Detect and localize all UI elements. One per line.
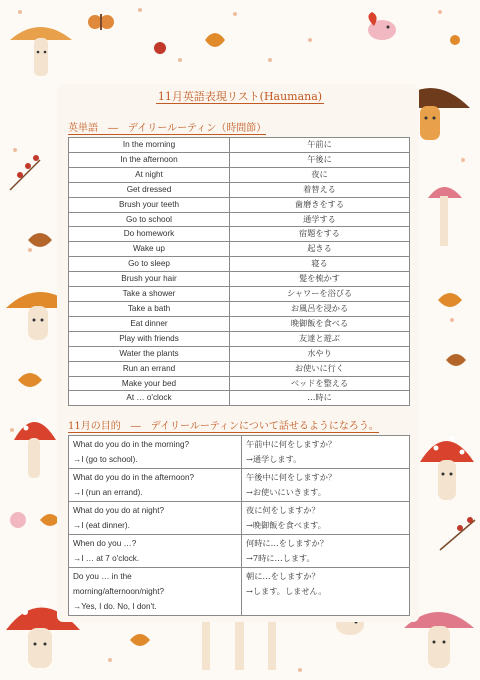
- japanese-cell: お使いに行く: [230, 361, 410, 376]
- english-cell: Get dressed: [69, 182, 230, 197]
- japanese-cell: 午後に: [230, 152, 410, 167]
- japanese-cell: 起きる: [230, 242, 410, 257]
- table-row: [69, 316, 410, 331]
- question-text: 何時に…をしますか？: [246, 538, 328, 548]
- leaf-icon: [438, 293, 462, 307]
- japanese-dialogue-cell: [242, 568, 410, 616]
- flower-icon: [10, 512, 26, 528]
- table-row: [69, 568, 410, 616]
- english-cell: Wake up: [69, 242, 230, 257]
- answer-text: →I … at 7 o'clock.: [73, 554, 140, 563]
- bird-top-right-icon: [368, 12, 396, 40]
- english-cell: At … o'clock: [69, 391, 230, 406]
- japanese-cell: 歯磨きをする: [230, 197, 410, 212]
- english-cell: Play with friends: [69, 331, 230, 346]
- question-text: What do you do in the morning?: [73, 440, 190, 449]
- english-cell: Eat dinner: [69, 316, 230, 331]
- japanese-cell: ベッドを整える: [230, 376, 410, 391]
- japanese-cell: 宿題をする: [230, 227, 410, 242]
- japanese-cell: 晩御飯を食べる: [230, 316, 410, 331]
- table-row: [69, 138, 410, 153]
- question-text: When do you …?: [73, 539, 137, 548]
- table-row: [69, 502, 410, 535]
- answer-text: →します。しません。: [246, 586, 327, 596]
- answer-text: →Yes, I do. No, I don't.: [73, 602, 157, 611]
- answer-text: →I (run an errand).: [73, 488, 143, 497]
- japanese-cell: 髪を梳かす: [230, 272, 410, 287]
- table-row: [69, 257, 410, 272]
- table-row: [69, 272, 410, 287]
- table-row: [69, 346, 410, 361]
- table-row: [69, 182, 410, 197]
- japanese-dialogue-cell: [242, 436, 410, 469]
- goal-section-heading: 11月の目的 ― デイリールーティンについて話せるようになろう。: [68, 421, 379, 432]
- english-cell: Water the plants: [69, 346, 230, 361]
- butterfly-icon: [88, 14, 114, 30]
- question-text: 夜に何をしますか？: [246, 505, 320, 515]
- table-row: [69, 361, 410, 376]
- japanese-cell: 水やり: [230, 346, 410, 361]
- table-row: [69, 167, 410, 182]
- question-text: What do you do in the afternoon?: [73, 473, 195, 482]
- leaf-icon: [18, 373, 42, 387]
- table-row: [69, 242, 410, 257]
- page-title: 11月英語表現リスト(Haumana): [157, 90, 323, 103]
- answer-text: →通学します。: [246, 454, 302, 464]
- english-cell: Run an errand: [69, 361, 230, 376]
- table-row: [69, 197, 410, 212]
- japanese-cell: 友達と遊ぶ: [230, 331, 410, 346]
- answer-text: →お使いにいきます。: [246, 487, 326, 497]
- question-answer-table: [68, 435, 410, 616]
- japanese-dialogue-cell: [242, 535, 410, 568]
- english-dialogue-cell: [69, 469, 242, 502]
- english-cell: Brush your hair: [69, 272, 230, 287]
- japanese-cell: 夜に: [230, 167, 410, 182]
- berry-branch-icon: [10, 155, 40, 190]
- answer-text: →I (go to school).: [73, 455, 138, 464]
- table-row: [69, 535, 410, 568]
- japanese-cell: 寝る: [230, 257, 410, 272]
- table-row: [69, 301, 410, 316]
- mushroom-top-left-icon: [10, 27, 72, 76]
- japanese-cell: 午前に: [230, 138, 410, 153]
- japanese-cell: 着替える: [230, 182, 410, 197]
- table-row: [69, 212, 410, 227]
- japanese-cell: …時に: [230, 391, 410, 406]
- mushroom-right-upper-icon: [428, 187, 462, 246]
- japanese-cell: シャワーを浴びる: [230, 287, 410, 302]
- english-dialogue-cell: [69, 535, 242, 568]
- question-text: Do you … in the: [73, 572, 132, 581]
- english-cell: Take a shower: [69, 287, 230, 302]
- table-row: [69, 152, 410, 167]
- table-row: [69, 436, 410, 469]
- leaf-icon: [28, 233, 52, 247]
- vocabulary-table: [68, 137, 410, 406]
- mushroom-right-lower-icon: [420, 436, 474, 501]
- table-row: [69, 287, 410, 302]
- english-cell: Do homework: [69, 227, 230, 242]
- english-cell: Take a bath: [69, 301, 230, 316]
- english-cell: Go to school: [69, 212, 230, 227]
- english-cell: Make your bed: [69, 376, 230, 391]
- vocabulary-section-heading: 英単語 ― デイリールーティン（時間節）: [68, 123, 267, 134]
- answer-text: →7時に…します。: [246, 553, 315, 563]
- question-text: 朝に…をしますか？: [246, 571, 320, 581]
- mushroom-left-lower-icon: [14, 418, 56, 479]
- japanese-cell: 通学する: [230, 212, 410, 227]
- english-dialogue-cell: [69, 568, 242, 616]
- berry-branch-icon: [440, 517, 475, 550]
- table-row: [69, 391, 410, 406]
- japanese-cell: お風呂を浸かる: [230, 301, 410, 316]
- berry-icon: [154, 42, 166, 54]
- english-cell: At night: [69, 167, 230, 182]
- english-dialogue-cell: [69, 436, 242, 469]
- question-text-continued: morning/afternoon/night?: [73, 587, 165, 596]
- table-row: [69, 331, 410, 346]
- table-row: [69, 227, 410, 242]
- english-cell: Go to sleep: [69, 257, 230, 272]
- table-row: [69, 376, 410, 391]
- english-cell: In the morning: [69, 138, 230, 153]
- question-text: 午前中に何をしますか？: [246, 439, 337, 449]
- english-dialogue-cell: [69, 502, 242, 535]
- english-cell: Brush your teeth: [69, 197, 230, 212]
- answer-text: →I (eat dinner).: [73, 521, 130, 530]
- question-text: What do you do at night?: [73, 506, 165, 515]
- english-cell: In the afternoon: [69, 152, 230, 167]
- japanese-dialogue-cell: [242, 502, 410, 535]
- japanese-dialogue-cell: [242, 469, 410, 502]
- answer-text: →晩御飯を食べます。: [246, 520, 326, 530]
- leaf-icon: [205, 33, 225, 47]
- question-text: 午後中に何をしますか？: [246, 472, 337, 482]
- table-row: [69, 469, 410, 502]
